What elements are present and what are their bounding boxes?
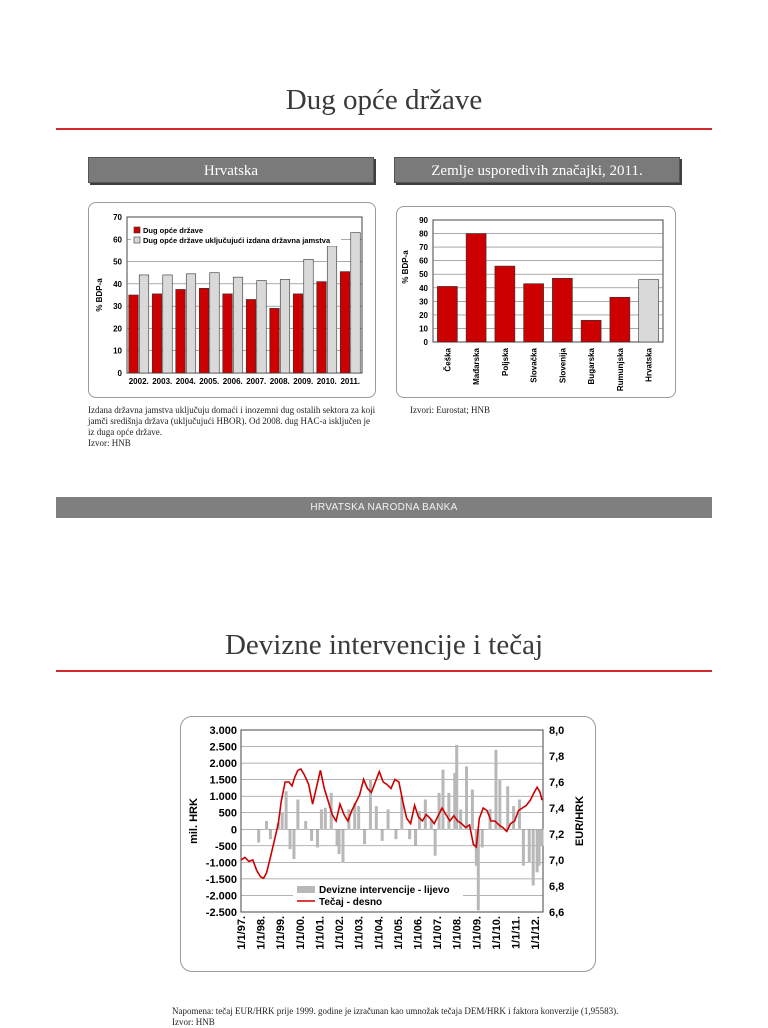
intervention-bar [357, 806, 360, 829]
legend-swatch [134, 227, 140, 233]
intervention-bar [512, 806, 515, 829]
intervention-bar [316, 829, 319, 847]
y2-tick-label: 6,6 [549, 907, 565, 919]
x-tick-label: 2006. [222, 377, 243, 386]
bar [639, 280, 659, 342]
x-tick-label: 1/1/05. [392, 916, 405, 950]
y-tick-label: 2.000 [209, 758, 237, 771]
intervention-bar [541, 829, 544, 846]
y2-axis-label: EUR/HRK [574, 795, 586, 847]
y-tick-label: 0 [117, 369, 122, 378]
x-tick-label: 1/1/09. [471, 916, 484, 950]
intervention-bar [363, 829, 366, 844]
bar [199, 288, 209, 373]
intervention-bar [465, 766, 468, 829]
bar [327, 246, 337, 373]
legend-swatch-interventions [297, 886, 315, 893]
legend-label: Tečaj - desno [319, 897, 383, 908]
y-tick-label: 20 [419, 310, 428, 320]
chart-croatia-debt [89, 203, 377, 399]
slide-title-interventions: Devizne intervencije i tečaj [224, 629, 544, 661]
y-tick-label: 0 [230, 824, 237, 837]
y2-tick-label: 7,0 [549, 855, 565, 867]
y-tick-label: 20 [113, 324, 122, 334]
y-axis-label: mil. HRK [188, 798, 200, 844]
bar [466, 234, 486, 342]
intervention-bar [518, 799, 521, 829]
intervention-bar [434, 829, 437, 855]
title-rule [56, 128, 712, 130]
tab-comparable-countries: Zemlje usporedivih značajki, 2011. [394, 157, 680, 183]
legend-swatch [134, 237, 140, 243]
intervention-bar [338, 829, 341, 854]
y-axis-label: % BDP-a [95, 278, 104, 312]
chart-panel-countries [396, 206, 676, 398]
source-eurostat: Izvori: Eurostat; HNB [410, 405, 490, 415]
x-tick-label: 2003. [152, 377, 173, 386]
note-exchange [172, 1006, 732, 1028]
intervention-bar [494, 750, 497, 829]
x-tick-label: 2007. [246, 377, 267, 386]
x-tick-label: 1/1/02. [334, 916, 347, 950]
bar [552, 278, 572, 342]
bar [139, 275, 149, 373]
y-tick-label: 70 [113, 213, 122, 222]
x-tick-label: 1/1/00. [294, 916, 307, 950]
y-tick-label: 60 [113, 235, 122, 245]
intervention-bar [387, 809, 390, 829]
x-tick-label: 1/1/98. [255, 916, 268, 950]
x-tick-label: 2002. [128, 377, 149, 386]
slide-title-debt: Dug opće države [285, 84, 483, 116]
intervention-bar [341, 829, 344, 862]
bar [495, 266, 515, 342]
x-tick-label: 1/1/12. [530, 916, 543, 950]
bar [152, 294, 162, 373]
intervention-bar [320, 809, 323, 829]
bar [129, 295, 139, 373]
bar [280, 279, 290, 373]
y-tick-label: -2.000 [205, 890, 237, 903]
x-tick-label: 1/1/06. [412, 916, 425, 950]
intervention-bar [369, 780, 372, 830]
intervention-bar [471, 790, 474, 830]
x-tick-label: 1/1/11. [510, 916, 523, 950]
bar [340, 272, 350, 373]
x-tick-label: Češka [443, 348, 453, 372]
intervention-bar [481, 829, 484, 847]
intervention-bar [375, 806, 378, 829]
intervention-bar [538, 829, 541, 865]
y-tick-label: 80 [419, 229, 428, 239]
bar [233, 277, 243, 373]
intervention-bar [281, 813, 284, 830]
source-hnb-1: Izvor: HNB [88, 438, 131, 448]
y-axis-label: % BDP-a [401, 250, 410, 284]
bar [524, 284, 544, 342]
note-guarantees-text: Izdana državna jamstva uključuju domaći i inozemni dug ostalih sektora za koji jamči središnja država (uključujući HBOR). Od 2008. dug HAC-a isključen je iz duga opće države. [88, 405, 376, 437]
y-tick-label: 500 [218, 807, 237, 820]
x-tick-label: 1/1/01. [314, 916, 327, 950]
y2-tick-label: 7,8 [549, 751, 565, 763]
x-tick-label: 2009. [293, 377, 314, 386]
x-tick-label: 1/1/97. [236, 916, 248, 950]
x-tick-label: 1/1/03. [353, 916, 366, 950]
intervention-bar [528, 829, 531, 862]
y-tick-label: 50 [113, 257, 122, 267]
y-tick-label: 40 [113, 279, 122, 289]
bar [186, 274, 196, 373]
x-tick-label: 1/1/04. [373, 916, 386, 950]
chart-panel-croatia [88, 202, 376, 398]
x-tick-label: Slovenija [558, 348, 568, 384]
x-tick-label: 1/1/99. [275, 916, 288, 950]
y-tick-label: 1.500 [209, 774, 237, 787]
bar [257, 281, 267, 373]
x-tick-label: 1/1/08. [451, 916, 464, 950]
bar [351, 233, 361, 373]
intervention-bar [459, 809, 462, 829]
bar [223, 294, 233, 373]
intervention-bar [408, 829, 411, 839]
x-tick-label: 1/1/10. [490, 916, 503, 950]
intervention-bar [265, 821, 268, 829]
bar [163, 275, 173, 373]
x-tick-label: 2010. [316, 377, 337, 386]
bar [270, 308, 280, 373]
chart-panel-interventions [180, 716, 596, 972]
y-tick-label: 10 [419, 324, 428, 334]
y-tick-label: -500 [214, 840, 237, 853]
x-tick-label: 2008. [269, 377, 290, 386]
bar [437, 286, 457, 342]
bar [176, 289, 186, 373]
intervention-bar [310, 829, 313, 841]
bar [293, 294, 303, 373]
x-tick-label: Hrvatska [644, 348, 654, 382]
intervention-bar [498, 780, 501, 830]
intervention-bar [394, 829, 397, 839]
y-tick-label: -1.000 [205, 857, 237, 870]
y-tick-label: 1.000 [209, 791, 237, 804]
chart-countries-debt [397, 207, 677, 399]
intervention-bar [381, 829, 384, 841]
intervention-bar [292, 829, 295, 859]
y-tick-label: 30 [419, 297, 428, 307]
bar [610, 297, 630, 342]
y-tick-label: 60 [419, 256, 428, 266]
intervention-bar [304, 821, 307, 829]
y-tick-label: 0 [423, 338, 428, 347]
legend-label: Dug opće države [143, 226, 204, 235]
y-tick-label: 50 [419, 270, 428, 280]
x-tick-label: 2004. [175, 377, 196, 386]
chart-interventions-exchange [181, 717, 597, 973]
intervention-bar [441, 770, 444, 830]
title-rule-2 [56, 670, 712, 672]
y2-tick-label: 6,8 [549, 881, 565, 893]
intervention-bar [285, 791, 288, 829]
y-tick-label: -1.500 [205, 873, 237, 886]
intervention-bar [269, 829, 272, 839]
x-tick-label: Slovačka [529, 348, 539, 383]
x-tick-label: Rumunjska [615, 348, 625, 392]
bank-footer-bar: HRVATSKA NARODNA BANKA [56, 497, 712, 518]
y2-tick-label: 8,0 [549, 725, 565, 737]
y-tick-label: 2.500 [209, 741, 237, 754]
bar [304, 259, 314, 373]
y-tick-label: 3.000 [209, 725, 237, 737]
intervention-bar [522, 829, 525, 865]
intervention-bar [257, 829, 260, 842]
note-exchange-text: Napomena: tečaj EUR/HRK prije 1999. godine je izračunan kao umnožak tečaja DEM/HRK i faktora konverzije (1,95583). [172, 1006, 619, 1016]
legend-label: Dug opće države uključujući izdana državna jamstva [143, 236, 331, 245]
y-tick-label: 40 [419, 283, 428, 293]
x-tick-label: 2005. [199, 377, 220, 386]
intervention-bar [455, 745, 458, 829]
intervention-bar [289, 829, 292, 849]
y2-tick-label: 7,6 [549, 777, 565, 789]
intervention-bar [532, 829, 535, 885]
y-tick-label: 10 [113, 346, 122, 356]
y-tick-label: -2.500 [205, 907, 237, 919]
y-tick-label: 30 [113, 302, 122, 312]
x-tick-label: 2011. [340, 377, 361, 386]
bar [246, 299, 256, 373]
intervention-bar [447, 793, 450, 829]
intervention-bar [414, 829, 417, 846]
intervention-bar [506, 786, 509, 829]
tab-croatia: Hrvatska [88, 157, 374, 183]
y2-tick-label: 7,4 [549, 803, 565, 815]
y-tick-label: 90 [419, 216, 428, 225]
intervention-bar [324, 808, 327, 830]
x-tick-label: Bugarska [587, 348, 597, 385]
x-tick-label: Poljska [500, 348, 510, 377]
x-tick-label: Mađarska [472, 348, 482, 385]
bar [210, 273, 220, 373]
note-guarantees [88, 405, 378, 449]
intervention-bar [296, 799, 299, 829]
source-hnb-2: Izvor: HNB [172, 1017, 215, 1027]
bar [317, 282, 327, 373]
x-tick-label: 1/1/07. [432, 916, 445, 950]
legend-label: Devizne intervencije - lijevo [319, 885, 450, 896]
y2-tick-label: 7,2 [549, 829, 565, 841]
y-tick-label: 70 [419, 243, 428, 253]
bar [581, 320, 601, 342]
